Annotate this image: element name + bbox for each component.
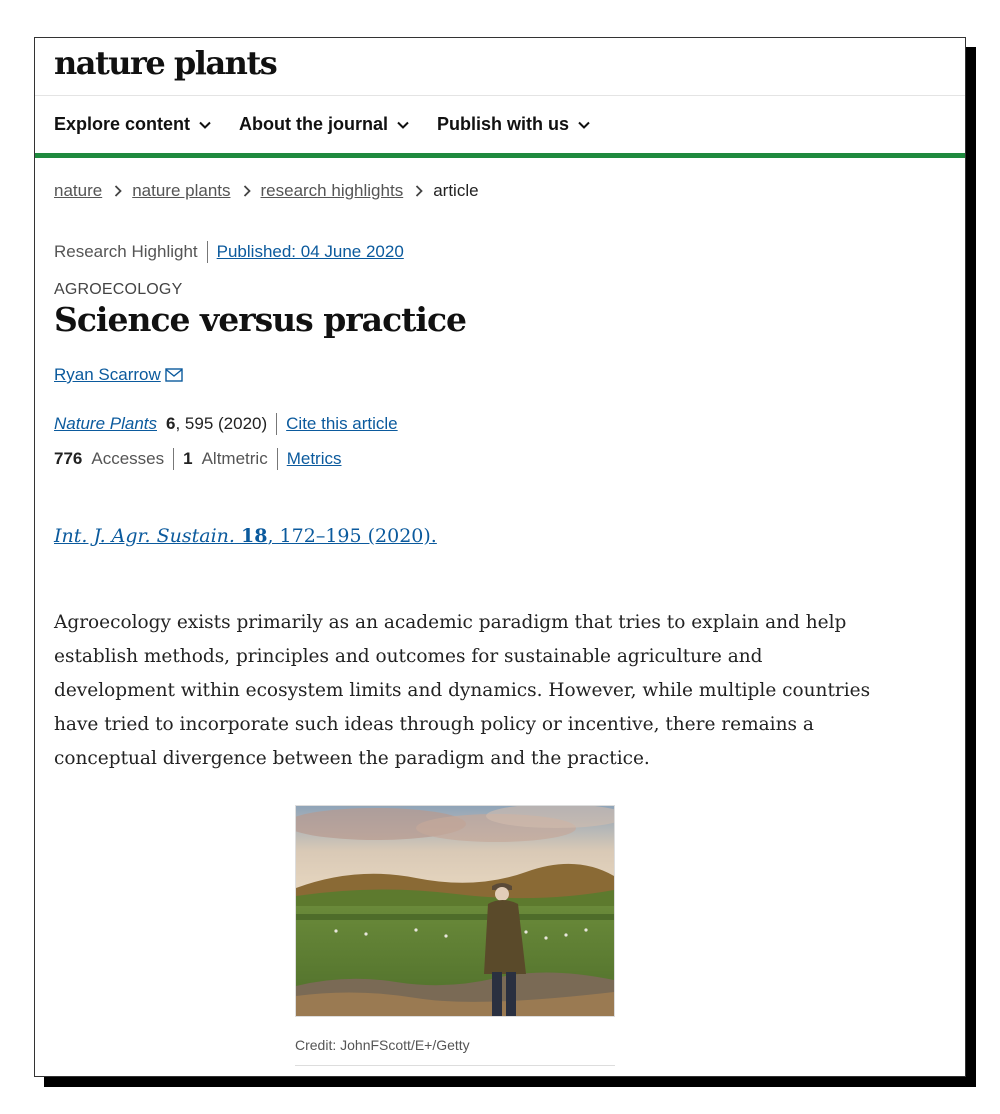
cite-article-link[interactable]: Cite this article: [286, 414, 398, 433]
divider: [207, 241, 208, 263]
chevron-right-icon: [243, 185, 251, 197]
published-date-link[interactable]: Published: 04 June 2020: [216, 242, 404, 261]
volume: 6: [166, 414, 176, 433]
author-line: [54, 365, 183, 385]
breadcrumb-research-highlights[interactable]: research highlights: [260, 181, 404, 200]
reference-link[interactable]: [54, 525, 437, 547]
article-body: Agroecology exists primarily as an academic paradigm that tries to explain and help establish methods, principles and outcomes for sustainable agriculture and development within ecosystem limits and dynamics. However, while multiple countries have tried to incorporate such ideas through policy or incentive, there remains a conceptual divergence between the paradigm and the practice.: [54, 612, 871, 769]
nav-label: About the journal: [239, 114, 389, 134]
chevron-right-icon: [114, 185, 122, 197]
nav-label: Publish with us: [437, 114, 570, 134]
divider: [276, 413, 277, 435]
reference-rest: , 172–195 (2020).: [267, 525, 437, 547]
nav-explore-content[interactable]: [54, 114, 211, 135]
accesses-label: Accesses: [91, 449, 165, 468]
figure-caption: Credit: JohnFScott/E+/Getty: [295, 1037, 470, 1053]
reference-volume: 18: [241, 525, 268, 547]
pages-year: , 595 (2020): [175, 414, 268, 433]
article-type: Research Highlight: [54, 242, 198, 261]
nav-about-journal[interactable]: [239, 114, 409, 135]
caption-divider: [295, 1065, 615, 1066]
breadcrumb-current: article: [433, 181, 479, 200]
journal-link[interactable]: Nature Plants: [54, 414, 157, 433]
article-meta: [54, 241, 404, 263]
breadcrumb-nature[interactable]: nature: [54, 181, 103, 200]
mail-icon[interactable]: [165, 368, 183, 382]
journal-logo[interactable]: nature plants: [54, 44, 277, 82]
metrics-link[interactable]: Metrics: [286, 449, 342, 468]
chevron-down-icon: [397, 121, 409, 129]
breadcrumb: [54, 181, 479, 201]
figure-image[interactable]: [295, 805, 615, 1017]
author-link[interactable]: Ryan Scarrow: [54, 365, 161, 384]
nav-publish-with-us[interactable]: [437, 114, 590, 135]
article-figure: [295, 805, 615, 1066]
browser-page: [34, 37, 966, 1077]
altmetric-label: Altmetric: [201, 449, 268, 468]
accent-bar: [35, 153, 965, 158]
chevron-down-icon: [199, 121, 211, 129]
subject-label: AGROECOLOGY: [54, 281, 183, 298]
citation-line: [54, 413, 398, 435]
nav-label: Explore content: [54, 114, 191, 134]
altmetric-count: 1: [183, 449, 193, 468]
chevron-right-icon: [415, 185, 423, 197]
breadcrumb-nature-plants[interactable]: nature plants: [132, 181, 231, 200]
metrics-line: [54, 448, 342, 470]
main-nav: [54, 114, 618, 135]
divider: [173, 448, 174, 470]
accesses-count: 776: [54, 449, 83, 468]
header-divider: [35, 95, 965, 96]
page-title: Science versus practice: [54, 300, 467, 339]
divider: [277, 448, 278, 470]
chevron-down-icon: [578, 121, 590, 129]
reference-journal: Int. J. Agr. Sustain.: [54, 525, 235, 547]
